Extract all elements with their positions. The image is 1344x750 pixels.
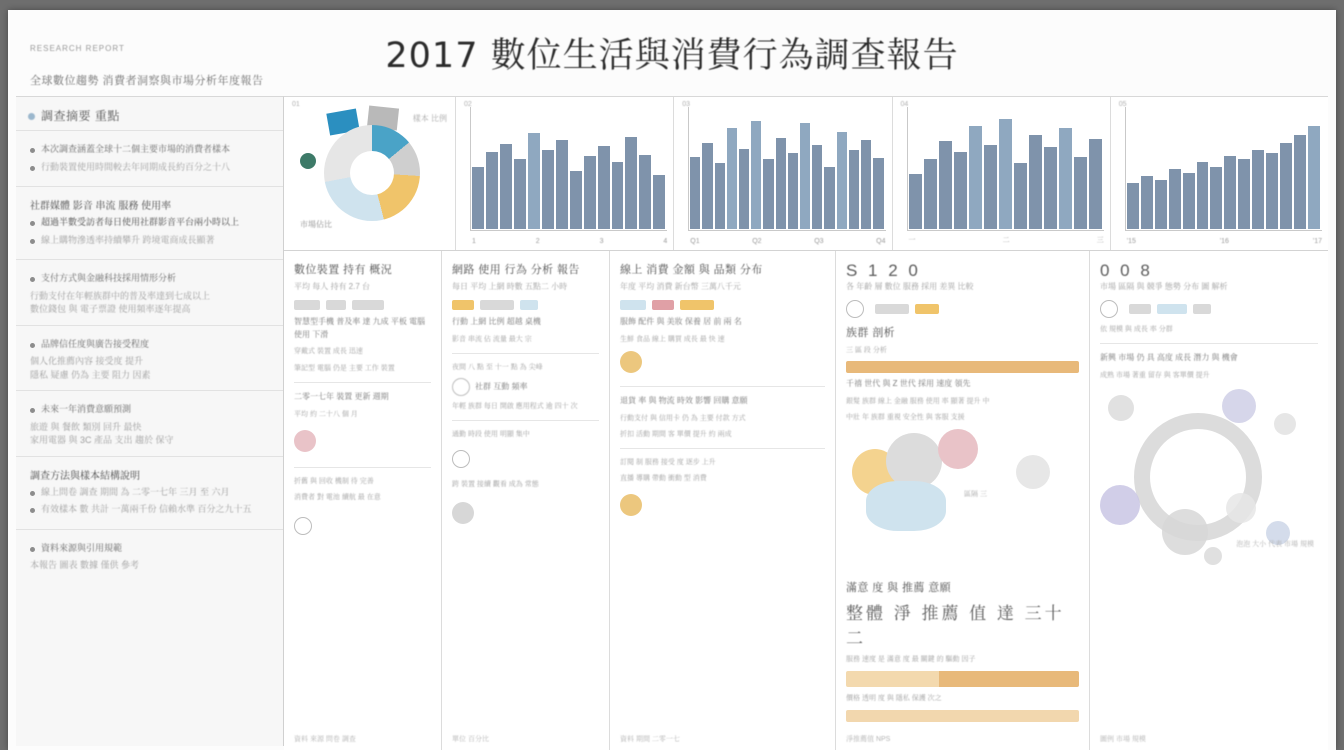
bullet-dot-icon xyxy=(28,113,35,120)
bullet-icon xyxy=(30,148,35,153)
x-tick-labels: '15 '16 '17 xyxy=(1126,238,1322,245)
bar xyxy=(598,146,610,229)
summary-heading: 資料來源與引用規範 xyxy=(41,542,123,553)
pink-coin-icon xyxy=(294,430,316,452)
bubble-chart xyxy=(1100,389,1318,579)
chip-row xyxy=(452,300,599,310)
summary-text: 超過半數受訪者每日使用社群影音平台兩小時以上 xyxy=(41,217,240,227)
bar xyxy=(954,152,967,229)
circle-icon xyxy=(452,378,470,396)
summary-text: 家用電器 與 3C 產品 支出 趨於 保守 xyxy=(30,435,174,445)
bar xyxy=(653,175,665,229)
chip-row xyxy=(294,300,431,310)
chip xyxy=(620,300,646,310)
bar xyxy=(542,150,554,229)
circle-icon xyxy=(294,517,312,535)
chip xyxy=(352,300,384,310)
bars-2 xyxy=(690,109,883,229)
y-axis xyxy=(907,107,908,231)
chip xyxy=(1129,304,1151,314)
body-text: 訂閱 制 服務 接受 度 逐步 上升 xyxy=(620,458,716,466)
bar xyxy=(763,159,773,229)
bar xyxy=(584,156,596,229)
section-subtitle: 各 年齡 層 數位 服務 採用 差異 比較 xyxy=(846,282,974,291)
bars-4 xyxy=(1127,109,1320,229)
chip xyxy=(1157,304,1187,314)
x-axis xyxy=(470,230,667,231)
bar-chart-2 xyxy=(674,97,892,251)
body-text: 智慧型手機 普及率 達 九成 平板 電腦 使用 下滑 xyxy=(294,316,426,339)
x-tick-labels: Q1 Q2 Q3 Q4 xyxy=(690,238,886,245)
divider xyxy=(1100,343,1318,344)
panel-market-map xyxy=(1090,251,1328,750)
bar xyxy=(739,149,749,229)
summary-text: 本報告 圖表 數據 僅供 參考 xyxy=(30,560,140,570)
summary-heading: 調查方法與樣本結構說明 xyxy=(30,470,140,482)
body-text: 通勤 時段 使用 明顯 集中 xyxy=(452,431,530,439)
chip xyxy=(452,300,474,310)
chip xyxy=(680,300,714,310)
chip xyxy=(652,300,674,310)
section-title: S 1 2 0 xyxy=(846,261,921,280)
bar xyxy=(1197,162,1209,229)
sub-section-title: 滿意 度 與 推薦 意願 xyxy=(846,582,952,595)
panel-tag: 04 xyxy=(900,101,909,108)
bar xyxy=(514,159,526,229)
bullet-icon xyxy=(30,547,35,552)
bar xyxy=(1044,147,1057,229)
body-text: 生鮮 食品 線上 購買 成長 最 快 速 xyxy=(620,335,725,343)
body-text: 服務 速度 是 滿意 度 最 關鍵 的 驅動 因子 xyxy=(846,656,976,664)
y-axis xyxy=(1125,107,1126,231)
green-dot-icon xyxy=(300,153,316,169)
section-subtitle: 年度 平均 消費 新台幣 三萬八千元 xyxy=(620,282,741,291)
footnote: 圖例 市場 規模 xyxy=(1100,736,1146,743)
bar xyxy=(1155,180,1167,229)
bar xyxy=(625,137,637,229)
panel-tag: 01 xyxy=(292,101,300,108)
chip-row xyxy=(846,300,1079,318)
bubble xyxy=(1274,413,1296,435)
summary-text: 行動裝置使用時間較去年同期成長約百分之十八 xyxy=(41,161,231,172)
bullet-icon xyxy=(30,221,35,226)
summary-heading: 品牌信任度與廣告接受程度 xyxy=(41,338,150,349)
bar xyxy=(1252,150,1264,229)
percentage-band xyxy=(846,671,1079,687)
kpi-value: 整體 淨 推薦 值 達 三十二 xyxy=(846,604,1065,649)
bar-chart-1 xyxy=(456,97,674,251)
blob-chart: 區隔 三 xyxy=(846,429,1079,579)
chip xyxy=(520,300,538,310)
bullet-icon xyxy=(30,277,35,282)
summary-text: 旅遊 與 餐飲 類別 回升 最快 xyxy=(30,421,142,432)
body-text: 筆記型 電腦 仍是 主要 工作 裝置 xyxy=(294,364,395,372)
body-text: 銀髮 族群 線上 金融 服務 使用 率 顯著 提升 中 xyxy=(846,397,990,405)
panel-tag: 02 xyxy=(464,101,472,108)
bar xyxy=(639,155,651,229)
bubble xyxy=(1226,493,1256,523)
panel-online-spending xyxy=(610,251,836,750)
bar xyxy=(788,153,798,229)
corner-tag: RESEARCH REPORT xyxy=(30,44,125,53)
bubble xyxy=(1222,389,1256,423)
chip xyxy=(1193,304,1211,314)
divider xyxy=(294,382,431,383)
panel-tag: 05 xyxy=(1118,101,1127,108)
body-text: 依 規模 與 成長 率 分群 xyxy=(1100,325,1173,333)
section-subtitle: 每日 平均 上網 時數 五點二 小時 xyxy=(452,282,568,291)
divider xyxy=(620,448,825,449)
body-text: 社群 互動 頻率 xyxy=(452,378,599,396)
divider xyxy=(452,420,599,421)
summary-text: 線上問卷 調查 期間 為 二零一七年 三月 至 六月 xyxy=(41,486,230,497)
bullet-icon xyxy=(30,491,35,496)
summary-text: 有效樣本 數 共計 一萬兩千份 信賴水準 百分之九十五 xyxy=(41,504,252,514)
donut-legend: 市場佔比 xyxy=(300,220,332,229)
summary-block xyxy=(16,529,283,581)
body-text: 中壯 年 族群 重視 安全性 與 客服 支援 xyxy=(846,413,965,421)
gray-coin-icon xyxy=(452,502,474,524)
bar xyxy=(1141,176,1153,229)
mini-bar xyxy=(846,710,1079,722)
bar xyxy=(969,126,982,229)
x-axis xyxy=(1125,230,1322,231)
y-axis xyxy=(688,107,689,231)
bar xyxy=(1089,139,1102,229)
donut-chart xyxy=(324,125,420,221)
poster-canvas xyxy=(8,10,1336,750)
summary-block xyxy=(16,130,283,186)
body-text: 消費者 對 電池 續航 最 在意 xyxy=(294,493,381,501)
bar-chart-4 xyxy=(1111,97,1328,251)
bullet-icon xyxy=(30,508,35,513)
bar xyxy=(556,140,568,229)
bubble-legend: 泡泡 大小 代表 市場 規模 xyxy=(1236,540,1314,548)
bar xyxy=(1294,135,1306,229)
x-axis xyxy=(907,230,1104,231)
bullet-icon xyxy=(30,343,35,348)
chip xyxy=(480,300,514,310)
body-text: 折舊 與 回收 機制 待 完善 xyxy=(294,477,374,485)
section-title: 0 0 8 xyxy=(1100,261,1153,280)
bar xyxy=(812,145,822,229)
bar xyxy=(1238,159,1250,229)
bar xyxy=(861,140,871,229)
bar xyxy=(500,144,512,229)
bar xyxy=(727,128,737,229)
summary-text: 本次調查涵蓋全球十二個主要市場的消費者樣本 xyxy=(41,144,231,154)
bar xyxy=(1029,135,1042,229)
bars-3 xyxy=(909,109,1102,229)
chip xyxy=(915,304,939,314)
summary-text: 行動支付在年輕族群中的普及率達到七成以上 xyxy=(30,290,211,301)
bar xyxy=(873,158,883,229)
bar xyxy=(690,157,700,229)
bar xyxy=(1074,157,1087,229)
body-text: 價格 透明 度 與 隱私 保護 次之 xyxy=(846,695,942,703)
page-title: 2017 數位生活與消費行為調查報告 xyxy=(385,36,959,76)
gold-coin-icon xyxy=(620,494,642,516)
chip xyxy=(326,300,346,310)
body-text: 二零一七年 裝置 更新 週期 xyxy=(294,391,389,401)
chip-row xyxy=(1100,300,1318,318)
body-text: 夜間 八 點 至 十一 點 為 尖峰 xyxy=(452,363,543,371)
chip xyxy=(294,300,320,310)
body-text: 跨 裝置 接續 觀看 成為 常態 xyxy=(452,480,539,488)
bar xyxy=(1014,163,1027,229)
bar xyxy=(849,150,859,229)
bar xyxy=(528,133,540,229)
bar xyxy=(1183,173,1195,229)
bullet-icon xyxy=(30,239,35,244)
body-text: 行動 上網 比例 超越 桌機 xyxy=(452,316,541,326)
blob xyxy=(938,429,978,469)
divider xyxy=(620,386,825,387)
divider xyxy=(294,467,431,468)
summary-block xyxy=(16,390,283,456)
bar xyxy=(1308,126,1320,229)
section-subtitle: 市場 區隔 與 競爭 態勢 分布 圖 解析 xyxy=(1100,282,1228,291)
bar xyxy=(1169,169,1181,229)
summary-heading: 未來一年消費意願預測 xyxy=(41,404,132,414)
section-subtitle: 平均 每人 持有 2.7 台 xyxy=(294,282,371,291)
body-text: 退貨 率 與 物流 時效 影響 回購 意願 xyxy=(620,395,748,405)
panel-device-ownership xyxy=(284,251,442,750)
donut-legend-right: 樣本 比例 xyxy=(412,114,447,123)
footnote: 資料 來源 問卷 調查 xyxy=(294,736,356,743)
summary-heading: 支付方式與金融科技採用情形分析 xyxy=(41,273,177,283)
summary-block xyxy=(16,325,283,391)
bubble xyxy=(1108,395,1134,421)
footnote: 單位 百分比 xyxy=(452,736,489,743)
body-text: 直播 導購 帶動 衝動 型 消費 xyxy=(620,475,707,483)
bubble xyxy=(1100,485,1140,525)
bar xyxy=(939,141,952,229)
bar xyxy=(837,132,847,229)
bar xyxy=(751,121,761,229)
section-title: 網路 使用 行為 分析 報告 xyxy=(452,264,580,276)
bars-1 xyxy=(472,109,665,229)
footnote: 淨推薦值 NPS xyxy=(846,736,891,743)
x-tick-labels: 一 二 三 xyxy=(908,237,1104,244)
bar xyxy=(999,119,1012,229)
left-summary-column xyxy=(16,96,284,746)
poster-subtitle: 全球數位趨勢 消費者洞察與市場分析年度報告 xyxy=(30,75,264,87)
body-text: 折扣 活動 期間 客 單價 提升 約 兩成 xyxy=(620,430,732,438)
bar xyxy=(1127,183,1139,229)
donut-chart-panel xyxy=(284,97,456,251)
panel-age-segments xyxy=(836,251,1090,750)
bar xyxy=(924,159,937,229)
body-text: 成熟 市場 著重 留存 與 客單價 提升 xyxy=(1100,371,1210,379)
divider xyxy=(452,353,599,354)
bullet-icon xyxy=(30,166,35,171)
sub-section-title: 族群 剖析 xyxy=(846,326,896,339)
circle-icon xyxy=(1100,300,1118,318)
circle-icon xyxy=(452,450,470,468)
body-text: 新興 市場 仍 具 高度 成長 潛力 與 機會 xyxy=(1100,352,1238,362)
summary-text: 線上購物滲透率持續攀升 跨境電商成長顯著 xyxy=(41,234,215,245)
gold-coin-icon xyxy=(620,351,642,373)
body-text: 穿戴式 裝置 成長 迅速 xyxy=(294,348,363,356)
summary-block xyxy=(16,186,283,259)
bar xyxy=(472,167,484,229)
blob xyxy=(866,481,946,531)
mini-bar xyxy=(846,361,1079,373)
bar xyxy=(612,162,624,229)
chip xyxy=(875,304,909,314)
panel-tag: 03 xyxy=(682,101,691,108)
bar xyxy=(1210,167,1222,229)
left-column-header: 調查摘要 重點 xyxy=(16,97,283,130)
x-tick-labels: 1 2 3 4 xyxy=(472,238,668,245)
summary-text: 數位錢包 與 電子票證 使用頻率逐年提高 xyxy=(30,304,191,314)
bar xyxy=(702,143,712,229)
section-title: 線上 消費 金額 與 品類 分布 xyxy=(620,264,763,276)
bar xyxy=(800,123,810,229)
bullet-icon xyxy=(30,408,35,413)
bar xyxy=(776,138,786,229)
summary-block xyxy=(16,456,283,529)
bar xyxy=(909,174,922,229)
bar xyxy=(715,163,725,229)
body-text: 行動支付 與 信用卡 仍 為 主要 付款 方式 xyxy=(620,414,746,422)
summary-text: 隱私 疑慮 仍為 主要 阻力 因素 xyxy=(30,369,151,380)
panel-internet-behavior xyxy=(442,251,610,750)
body-text: 影音 串流 佔 流量 最大 宗 xyxy=(452,335,532,343)
top-chart-band xyxy=(284,96,1328,251)
summary-block xyxy=(16,259,283,325)
bar-chart-3 xyxy=(893,97,1111,251)
bar xyxy=(486,152,498,229)
bar xyxy=(824,167,834,229)
bar xyxy=(1059,128,1072,229)
chip-row xyxy=(620,300,825,310)
bar xyxy=(1266,153,1278,229)
lower-content-grid xyxy=(284,250,1328,750)
body-text: 服飾 配件 與 美妝 保養 居 前 兩 名 xyxy=(620,316,742,326)
bubble xyxy=(1204,547,1222,565)
footnote: 資料 期間 二零一七 xyxy=(620,736,680,743)
body-text: 三 區 段 分析 xyxy=(846,346,887,354)
section-title: 數位裝置 持有 概況 xyxy=(294,264,393,276)
bar xyxy=(1224,156,1236,229)
x-axis xyxy=(688,230,885,231)
bar xyxy=(570,171,582,229)
bar xyxy=(1280,143,1292,229)
summary-heading: 社群媒體 影音 串流 服務 使用率 xyxy=(30,201,172,212)
bubble xyxy=(1162,509,1208,555)
bar xyxy=(984,145,997,229)
body-text: 年輕 族群 每日 開啟 應用程式 逾 四十 次 xyxy=(452,402,578,410)
blob xyxy=(1016,455,1050,489)
circle-icon xyxy=(846,300,864,318)
body-text: 千禧 世代 與 Z 世代 採用 速度 領先 xyxy=(846,378,971,388)
y-axis xyxy=(470,107,471,231)
summary-text: 個人化推薦內容 接受度 提升 xyxy=(30,356,144,366)
body-text: 平均 約 二十八 個 月 xyxy=(294,410,358,418)
